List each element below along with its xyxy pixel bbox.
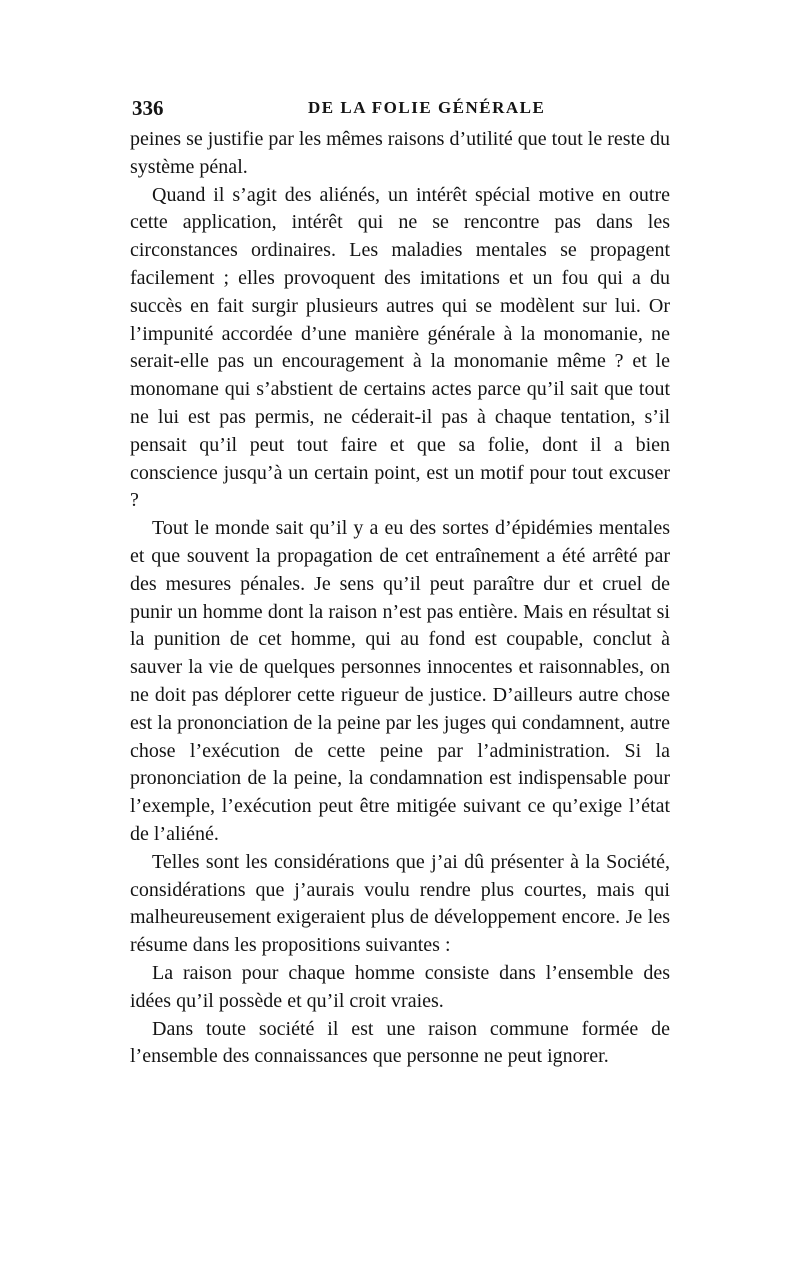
page-number: 336 bbox=[132, 96, 164, 120]
running-title: DE LA FOLIE GÉNÉRALE bbox=[308, 98, 546, 117]
paragraph-continued: peines se justifie par les mêmes raisons d’utilité que tout le reste du système pénal. bbox=[130, 128, 670, 178]
paragraph: Tout le monde sait qu’il y a eu des sortes d’épidémies mentales et que souvent la propagation de cet entraînement a été arrêté par des mesures pénales. Je sens qu’il peut paraître dur et cruel de punir un homme dont la raison n’est pas entière. Mais en résultat si la punition de cet homme, qui au fond est coupable, conclut à sauver la vie de quelques personnes innocentes et raisonnables, on ne doit pas déplorer cette rigueur de justice. D’ailleurs autre chose est la prononciation de la peine par les juges qui condamnent, autre chose l’exécution de cette peine par l’administration. Si la prononciation de la peine, la condamnation est indispensable pour l’exemple, l’exécution peut être mitigée suivant ce qu’exige l’état de l’aliéné. bbox=[130, 517, 670, 845]
paragraph: Dans toute société il est une raison commune formée de l’ensemble des connaissances que personne ne peut ignorer. bbox=[130, 1017, 670, 1068]
body-text bbox=[130, 126, 670, 1071]
paragraph: Telles sont les considérations que j’ai dû présenter à la Société, considérations que j’aurais voulu rendre plus courtes, mais qui malheureusement exigeraient plus de développement encore. Je les résume dans les propositions suivantes : bbox=[130, 850, 670, 957]
paragraph: La raison pour chaque homme consiste dans l’ensemble des idées qu’il possède et qu’il croit vraies. bbox=[130, 961, 670, 1012]
paragraph: Quand il s’agit des aliénés, un intérêt spécial motive en outre cette application, intérêt qui ne se rencontre pas dans les circonstances ordinaires. Les maladies mentales se propagent facilement ; elles provoquent des imitations et un fou qui a du succès en fait surgir plusieurs autres qui se modèlent sur lui. Or l’impunité accordée d’une manière générale à la monomanie, ne serait-elle pas un encouragement à la monomanie même ? et le monomane qui s’abstient de certains actes parce qu’il sait que tout ne lui est pas permis, ne céderait-il pas à chaque tentation, s’il pensait qu’il peut tout faire et que sa folie, dont il a bien conscience jusqu’à un certain point, est un motif pour tout excuser ? bbox=[130, 183, 670, 512]
page-header bbox=[128, 96, 670, 126]
